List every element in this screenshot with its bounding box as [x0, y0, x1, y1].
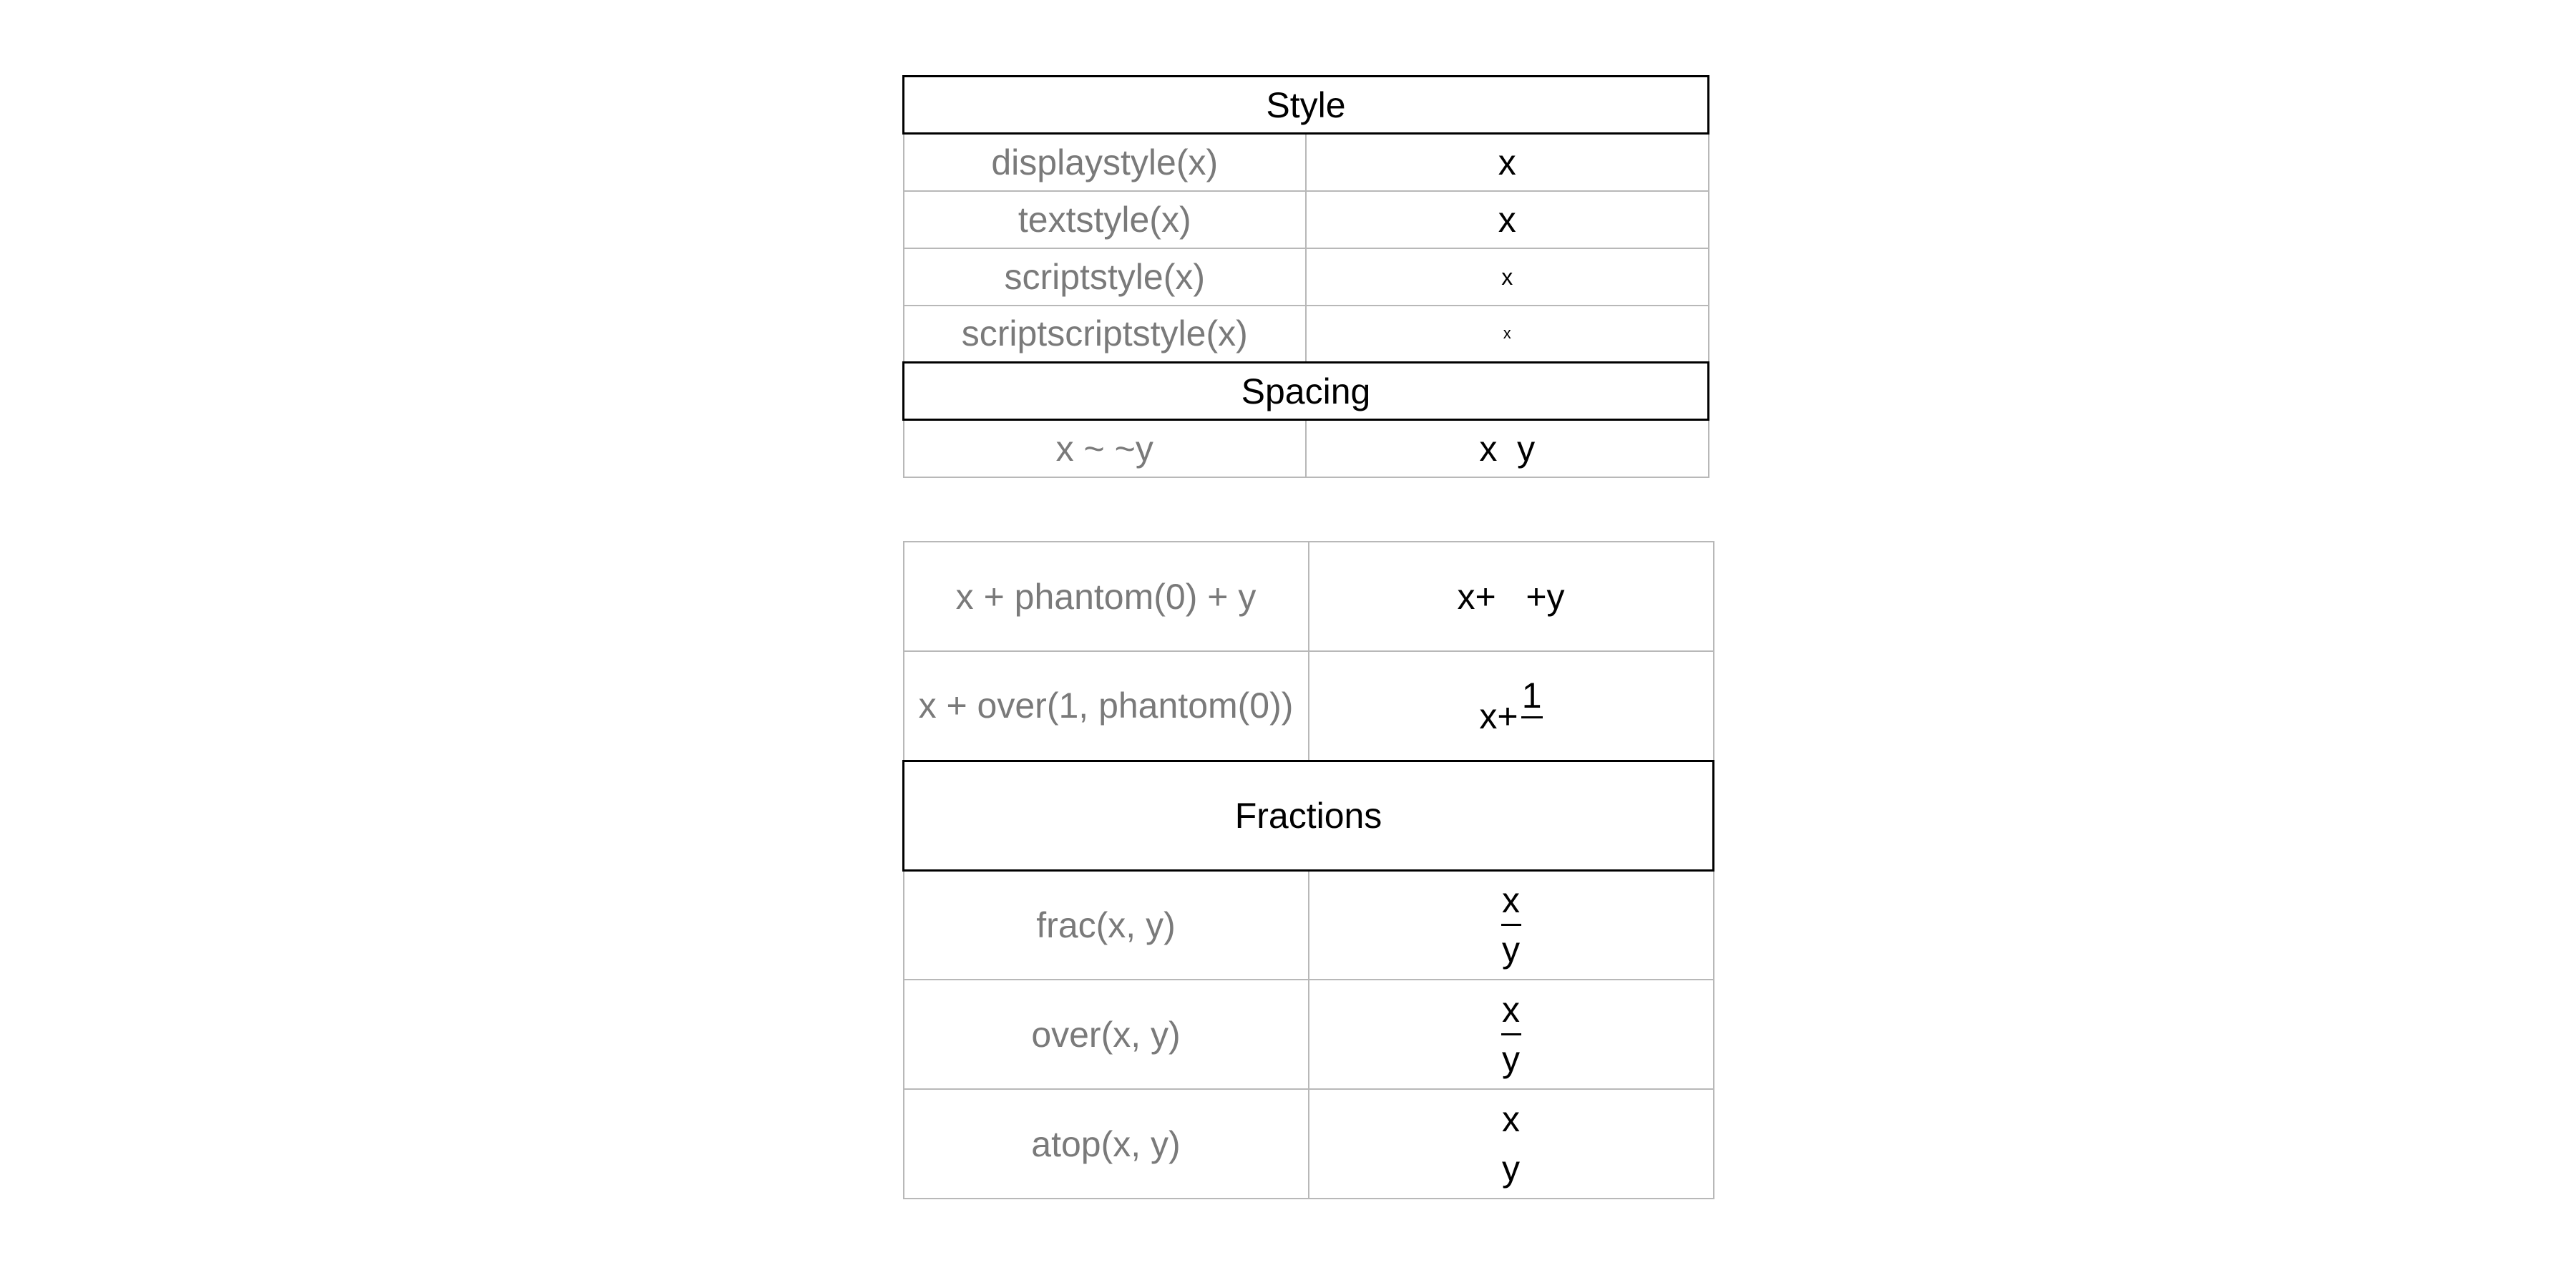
table-row	[904, 1089, 1714, 1199]
over-phantom-stack	[1521, 675, 1543, 734]
spacing-header: Spacing	[904, 363, 1709, 420]
frac-rendered	[1309, 870, 1714, 980]
textstyle-expression: textstyle(x)	[904, 191, 1307, 248]
table-row	[904, 77, 1709, 134]
style-spacing-table	[902, 75, 1709, 478]
over-phantom-expression: x + over(1, phantom(0))	[904, 651, 1309, 761]
table-row	[904, 420, 1709, 477]
fraction-bar	[1521, 716, 1543, 718]
scriptstyle-glyph: x	[1501, 263, 1513, 290]
scriptscriptstyle-glyph: x	[1503, 323, 1511, 342]
scriptstyle-expression: scriptstyle(x)	[904, 248, 1307, 306]
spacing-rendered	[1306, 420, 1709, 477]
table-row	[904, 542, 1714, 651]
fraction-bar	[1501, 924, 1521, 926]
over-phantom-lhs: x+	[1479, 696, 1518, 736]
atop-numerator: x	[1502, 1099, 1520, 1139]
table-row	[904, 306, 1709, 363]
frac-numerator: x	[1502, 880, 1520, 921]
displaystyle-expression: displaystyle(x)	[904, 134, 1307, 191]
over-phantom-fraction	[1479, 675, 1542, 736]
table-row	[904, 761, 1714, 870]
displaystyle-rendered	[1306, 134, 1709, 191]
over-fraction	[1501, 990, 1521, 1078]
phantom-expression: x + phantom(0) + y	[904, 542, 1309, 651]
frac-expression: frac(x, y)	[904, 870, 1309, 980]
over-denominator: y	[1502, 1039, 1520, 1079]
phantom-glyphs: x+ +y	[1457, 576, 1565, 617]
scriptscriptstyle-expression: scriptscriptstyle(x)	[904, 306, 1307, 363]
textstyle-rendered	[1306, 191, 1709, 248]
spacing-glyphs: x y	[1479, 428, 1536, 469]
table-row	[904, 980, 1714, 1089]
over-phantom-numerator: 1	[1521, 675, 1542, 716]
over-expression: over(x, y)	[904, 980, 1309, 1089]
atop-expression: atop(x, y)	[904, 1089, 1309, 1199]
table-row	[904, 651, 1714, 761]
style-header: Style	[904, 77, 1709, 134]
atop-denominator: y	[1502, 1148, 1520, 1189]
frac-denominator: y	[1502, 930, 1520, 970]
table-row	[904, 870, 1714, 980]
atop-fraction	[1501, 1100, 1521, 1188]
over-numerator: x	[1502, 990, 1520, 1030]
phantom-fractions-table	[902, 541, 1714, 1199]
over-rendered	[1309, 980, 1714, 1089]
table-row	[904, 191, 1709, 248]
table-row	[904, 248, 1709, 306]
textstyle-glyph: x	[1498, 199, 1516, 240]
fraction-bar	[1501, 1033, 1521, 1035]
over-phantom-rendered	[1309, 651, 1714, 761]
scriptscriptstyle-rendered	[1306, 306, 1709, 363]
table-row	[904, 363, 1709, 420]
displaystyle-glyph: x	[1498, 142, 1516, 182]
atop-gap	[1501, 1143, 1521, 1145]
scriptstyle-rendered	[1306, 248, 1709, 306]
phantom-rendered	[1309, 542, 1714, 651]
spacing-expression: x ~ ~y	[904, 420, 1307, 477]
frac-fraction	[1501, 881, 1521, 969]
atop-rendered	[1309, 1089, 1714, 1199]
table-row	[904, 134, 1709, 191]
fractions-header: Fractions	[904, 761, 1714, 870]
